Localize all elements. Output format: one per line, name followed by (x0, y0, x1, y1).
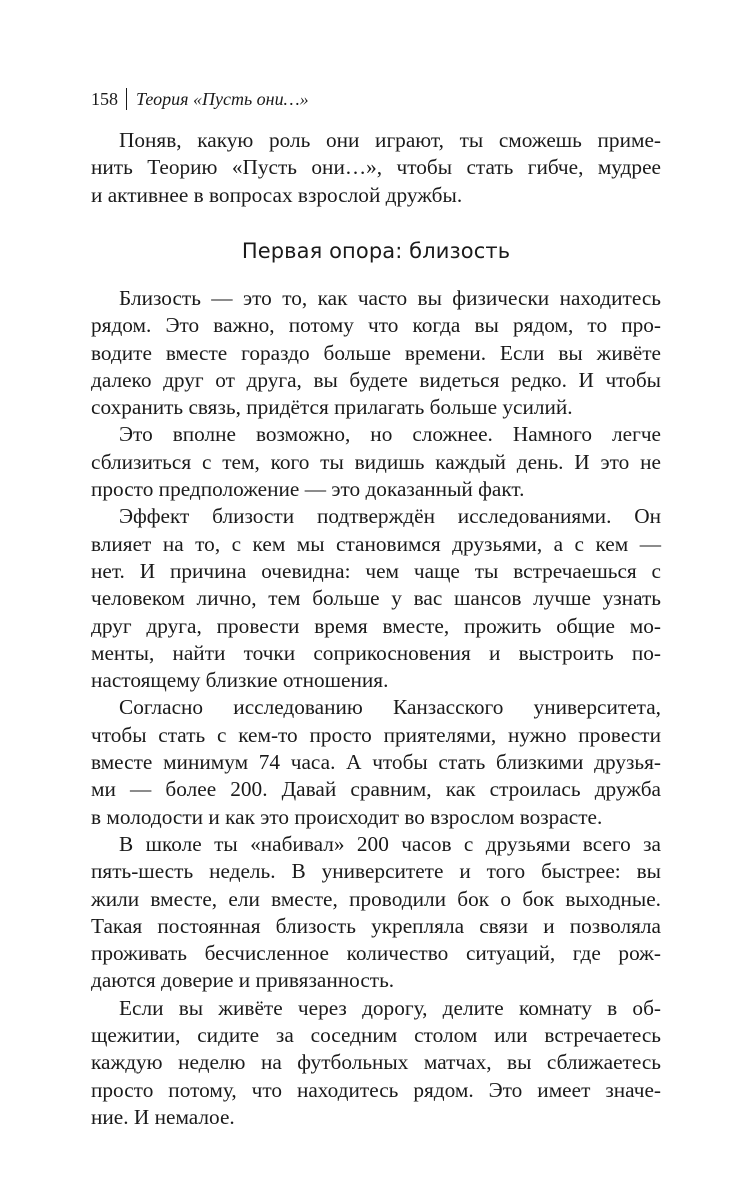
text-line: водите вместе гораздо больше времени. Если вы живёте (91, 340, 661, 365)
text-line: ние. И немалое. (91, 1104, 235, 1129)
text-line: Такая постоянная близость укрепляла связи и позволяла (91, 913, 661, 938)
text-line: просто предположение — это доказанный факт. (91, 477, 525, 502)
text-line: каждую неделю на футбольных матчах, вы сближаетесь (91, 1050, 661, 1075)
text-line: чтобы стать с кем-то просто приятелями, нужно провести (91, 722, 661, 747)
text-line: даются доверие и привязанность. (91, 968, 395, 993)
text-line: сохранить связь, придётся прилагать больше усилий. (91, 395, 573, 420)
page-number: 158 (91, 88, 118, 109)
paragraph (91, 694, 661, 830)
section-body (91, 285, 661, 1131)
running-header (91, 84, 309, 114)
text-line: Это вполне возможно, но сложнее. Намного легче (119, 422, 661, 447)
text-line: проживать бесчисленное количество ситуаций, где рож- (91, 941, 661, 966)
text-line: жили вместе, ели вместе, проводили бок о бок выходные. (91, 886, 661, 911)
header-divider (126, 88, 127, 110)
text-line: пять-шесть недель. В университете и того быстрее: вы (91, 859, 661, 884)
text-line: нить Теорию «Пусть они…», чтобы стать гибче, мудрее (91, 155, 661, 180)
text-line: в молодости и как это происходит во взрослом возрасте. (91, 804, 603, 829)
text-line: Эффект близости подтверждён исследованиями. Он (119, 504, 661, 529)
text-line: нет. И причина очевидна: чем чаще ты встречаешься с (91, 558, 661, 583)
text-line: щежитии, сидите за соседним столом или встречаетесь (91, 1023, 661, 1048)
text-line: Если вы живёте через дорогу, делите комнату в об- (119, 995, 661, 1020)
text-line: просто потому, что находитесь рядом. Это имеет значе- (91, 1077, 661, 1102)
text-line: вместе минимум 74 часа. А чтобы стать близкими друзья- (91, 750, 661, 775)
paragraph (91, 831, 661, 995)
text-line: ми — более 200. Давай сравним, как строилась дружба (91, 777, 661, 802)
text-line: Близость — это то, как часто вы физически находитесь (119, 286, 661, 310)
running-title: Теория «Пусть они…» (136, 88, 309, 109)
paragraph (91, 421, 661, 503)
text-line: человеком лично, тем больше у вас шансов лучше узнать (91, 586, 661, 611)
text-line: В школе ты «набивал» 200 часов с друзьями всего за (119, 831, 661, 856)
text-line: рядом. Это важно, потому что когда вы рядом, то про- (91, 313, 661, 338)
text-line: Поняв, какую роль они играют, ты сможешь приме- (119, 128, 661, 152)
section-title: Первая опора: близость (241, 239, 511, 263)
lead-paragraph (91, 127, 661, 209)
text-line: влияет на то, с кем мы становимся друзьями, а с кем — (91, 531, 661, 556)
paragraph (91, 285, 661, 421)
text-line: сблизиться с тем, кого ты видишь каждый день. И это не (91, 449, 661, 474)
text-line: Согласно исследованию Канзасского университета, (119, 695, 661, 720)
text-line: настоящему близкие отношения. (91, 668, 389, 693)
text-line: и активнее в вопросах взрослой дружбы. (91, 182, 463, 207)
text-line: друг друга, провести время вместе, прожить общие мо- (91, 613, 661, 638)
text-line: менты, найти точки соприкосновения и выстроить по- (91, 640, 661, 665)
paragraph (91, 995, 661, 1131)
text-line: далеко друг от друга, вы будете видеться редко. И чтобы (91, 367, 661, 392)
paragraph (91, 503, 661, 694)
